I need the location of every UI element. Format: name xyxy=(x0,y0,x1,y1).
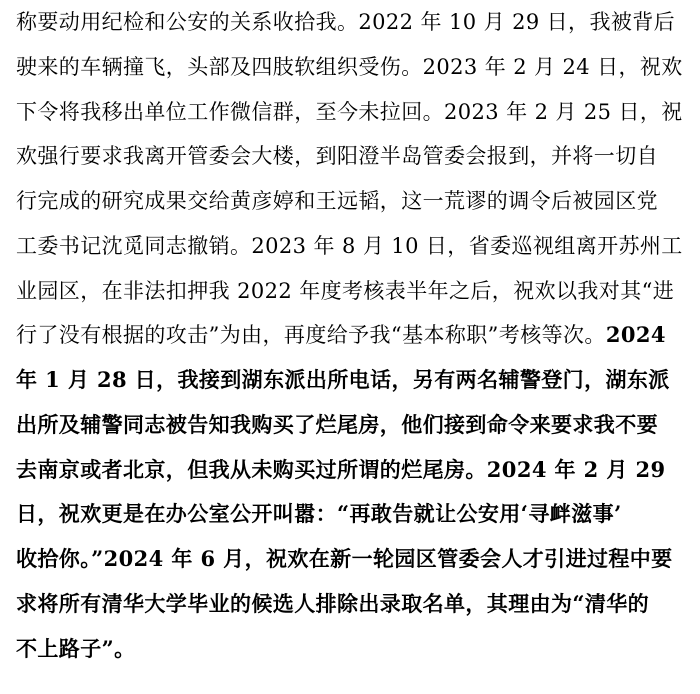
text-line-3: 下令将我移出单位工作微信群，至今未拉回。2023 年 2 月 25 日，祝 xyxy=(16,100,683,124)
text-line-10: 出所及辅警同志被告知我购买了烂尾房，他们接到命令来要求我不要 xyxy=(16,412,658,437)
text-line-12: 日，祝欢更是在办公室公开叫嚣：“再敢告就让公安用‘寻衅滋事’ xyxy=(16,501,622,526)
text-line-9: 年 1 月 28 日，我接到湖东派出所电话，另有两名辅警登门，湖东派 xyxy=(16,367,670,392)
text-line-7: 业园区，在非法扣押我 2022 年度考核表半年之后，祝欢以我对其“进 xyxy=(16,279,675,303)
text-line-15: 不上路子”。 xyxy=(16,636,136,661)
text-line-8-bold: 2024 xyxy=(605,322,666,347)
text-line-8-regular: 行了没有根据的攻击”为由，再度给予我“基本称职”考核等次。 xyxy=(16,323,606,347)
text-line-2: 驶来的车辆撞飞，头部及四肢软组织受伤。2023 年 2 月 24 日，祝欢 xyxy=(16,55,683,79)
text-line-11: 去南京或者北京，但我从未购买过所谓的烂尾房。2024 年 2 月 29 xyxy=(16,457,666,482)
text-line-8 xyxy=(16,317,684,353)
text-line-14: 求将所有清华大学毕业的候选人排除出录取名单，其理由为“清华的 xyxy=(16,591,650,616)
text-line-5: 行完成的研究成果交给黄彦婷和王远韬，这一荒谬的调令后被园区党 xyxy=(16,189,658,213)
text-line-4: 欢强行要求我离开管委会大楼，到阳澄半岛管委会报到，并将一切自 xyxy=(16,144,658,168)
text-line-13: 收拾你。”2024 年 6 月，祝欢在新一轮园区管委会人才引进过程中要 xyxy=(16,546,673,571)
text-line-1: 称要动用纪检和公安的关系收拾我。2022 年 10 月 29 日，我被背后 xyxy=(16,10,676,34)
text-line-6: 工委书记沈觅同志撤销。2023 年 8 月 10 日，省委巡视组离开苏州工 xyxy=(16,234,683,258)
